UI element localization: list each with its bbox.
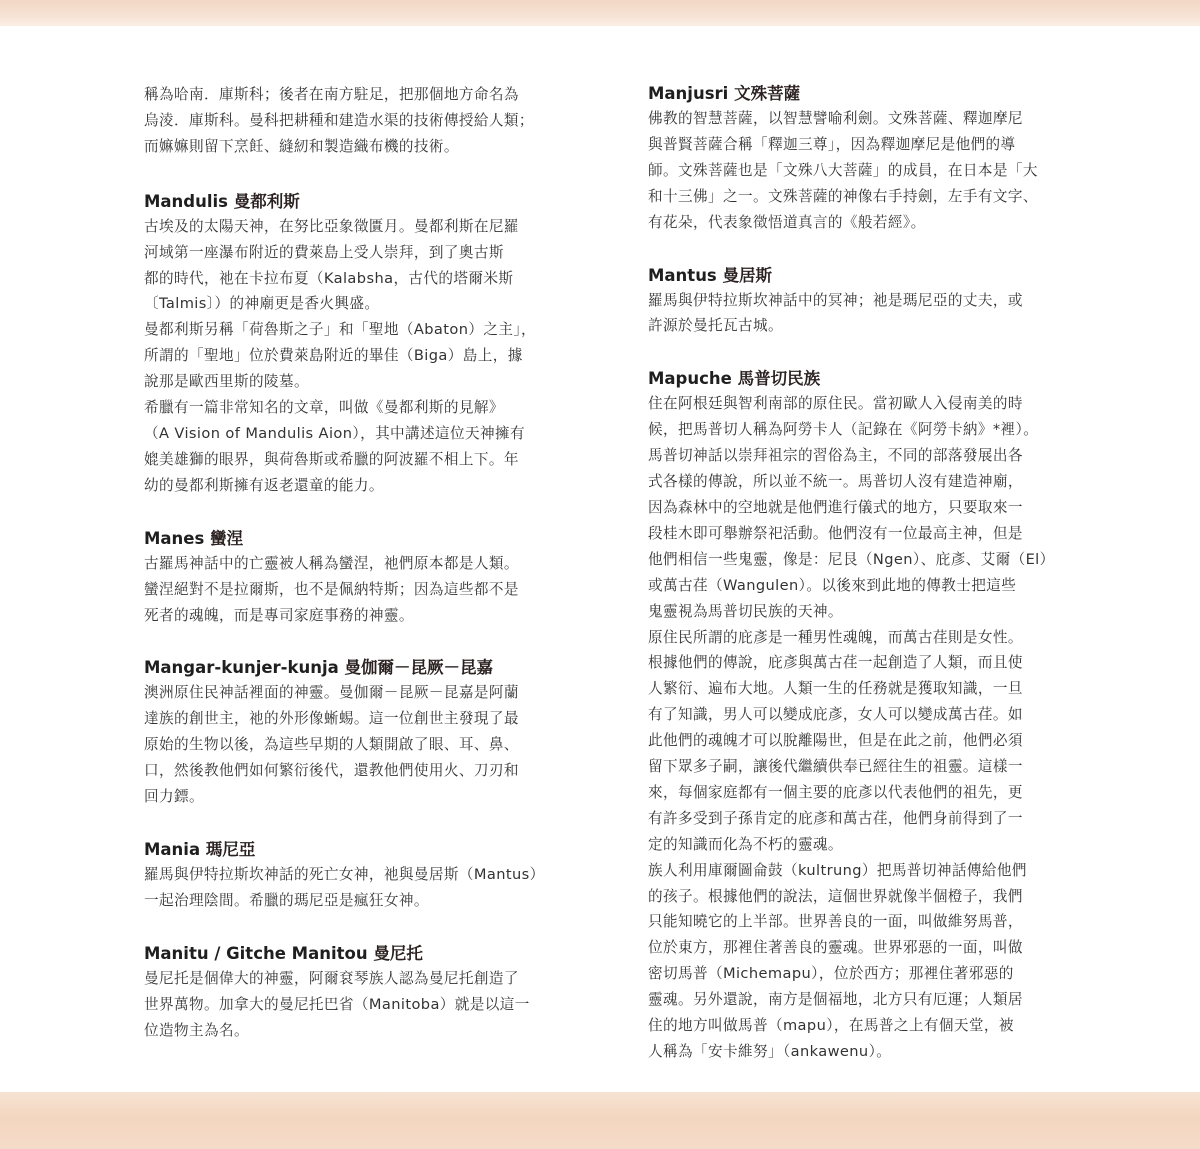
- text-line: 幼的曼都利斯擁有返老還童的能力。: [144, 476, 384, 494]
- text-line: 佛教的智慧菩薩，以智慧譬喻利劍。文殊菩薩、釋迦摩尼: [648, 110, 1023, 127]
- text-line: 馬普切神話以崇拜祖宗的習俗為主，不同的部落發展出各: [648, 447, 1023, 465]
- text-line: 因為森林中的空地就是他們進行儀式的地方，只要取來一: [648, 498, 1023, 516]
- text-line: 留下眾多子嗣，讓後代繼續供奉已經往生的祖靈。這樣一: [648, 758, 1023, 776]
- text-line: （A Vision of Mandulis Aion），其中講述這位天神擁有: [144, 424, 526, 442]
- text-line: 所謂的「聖地」位於費萊島附近的畢佳（Biga）島上，據: [144, 347, 523, 365]
- title-cn: 曼尼托: [373, 943, 423, 963]
- text-line: 師。文殊菩薩也是「文殊八大菩薩」的成員，在日本是「大: [648, 161, 1038, 179]
- text-line: 河域第一座瀑布附近的費萊島上受人崇拜，到了奧古斯: [144, 243, 504, 261]
- text-line: 原始的生物以後，為這些早期的人類開啟了眼、耳、鼻、: [144, 736, 519, 754]
- title-en: Mania: [144, 839, 201, 859]
- left-column: [144, 82, 606, 1043]
- entry-mandulis: [144, 190, 606, 499]
- text-line: 希臘有一篇非常知名的文章，叫做《曼都利斯的見解》: [144, 399, 504, 417]
- text-line: 都的時代，祂在卡拉布夏（Kalabsha，古代的塔爾米斯: [144, 269, 514, 287]
- text-line: 羅馬與伊特拉斯坎神話中的冥神；祂是瑪尼亞的丈夫，或: [648, 291, 1023, 309]
- entry-mapuche: [648, 367, 1110, 1065]
- page-top-edge: [0, 0, 1200, 26]
- entry-mantus: [648, 264, 1110, 340]
- entry-title: [648, 264, 1110, 288]
- text-line: 住的地方叫做馬普（mapu），在馬普之上有個天堂，被: [648, 1017, 1014, 1035]
- text-line: 族人利用庫爾圖侖鼓（kultrung）把馬普切神話傳給他們: [648, 861, 1027, 879]
- text-line: 曼尼托是個偉大的神靈，阿爾袞琴族人認為曼尼托創造了: [144, 969, 519, 987]
- text-line: 來，每個家庭都有一個主要的庇彥以代表他們的祖先，更: [648, 783, 1023, 801]
- entry-manitu: [144, 942, 606, 1044]
- text-line: 世界萬物。加拿大的曼尼托巴省（Manitoba）就是以這一: [144, 995, 530, 1013]
- title-en: Mandulis: [144, 191, 228, 211]
- entry-title: [648, 82, 1110, 106]
- text-line: 烏淩．庫斯科。曼科把耕種和建造水渠的技術傳授給人類；: [144, 111, 534, 129]
- text-line: 曼都利斯另稱「荷魯斯之子」和「聖地（Abaton）之主」，: [144, 321, 537, 339]
- text-line: 有許多受到子孫肯定的庇彥和萬古荏，他們身前得到了一: [648, 809, 1023, 827]
- entry-manjusri: [648, 82, 1110, 236]
- text-line: 位造物主為名。: [144, 1021, 249, 1039]
- title-cn: 文殊菩薩: [734, 84, 801, 103]
- text-line: 達族的創世主，祂的外形像蜥蜴。這一位創世主發現了最: [144, 710, 519, 728]
- text-line: 與普賢菩薩合稱「釋迦三尊」，因為釋迦摩尼是他們的導: [648, 135, 1016, 153]
- text-line: 候，把馬普切人稱為阿勞卡人（記錄在《阿勞卡納》*裡）。: [648, 421, 1039, 439]
- text-line: 只能知曉它的上半部。世界善良的一面，叫做維努馬普，: [648, 913, 1023, 931]
- title-en: Mangar-kunjer-kunja: [144, 658, 339, 678]
- title-cn: 蠻涅: [210, 528, 244, 548]
- text-line: 的孩子。根據他們的說法，這個世界就像半個橙子，我們: [648, 887, 1023, 905]
- title-cn: 曼伽爾－昆厥－昆嘉: [344, 658, 494, 678]
- text-line: 一起治理陰間。希臘的瑪尼亞是瘋狂女神。: [144, 891, 429, 909]
- text-line: 媲美雄獅的眼界，與荷魯斯或希臘的阿波羅不相上下。年: [144, 450, 519, 468]
- text-line: 人繁衍、遍布大地。人類一生的任務就是獲取知識，一旦: [648, 680, 1023, 698]
- text-line: 回力鏢。: [144, 788, 204, 806]
- text-line: 鬼靈視為馬普切民族的天神。: [648, 602, 843, 620]
- text-line: 古羅馬神話中的亡靈被人稱為蠻涅，祂們原本都是人類。: [144, 554, 519, 572]
- title-cn: 曼都利斯: [233, 191, 300, 211]
- intro-paragraph: [144, 82, 606, 160]
- text-line: 有花朵，代表象徵悟道真言的《般若經》。: [648, 213, 926, 231]
- title-en: Manitu / Gitche Manitou: [144, 943, 368, 963]
- text-line: 古埃及的太陽天神，在努比亞象徵匱月。曼都利斯在尼羅: [144, 217, 519, 235]
- text-line: 稱為哈南．庫斯科；後者在南方駐足，把那個地方命名為: [144, 86, 519, 103]
- entry-title: [144, 838, 606, 862]
- text-line: 原住民所謂的庇彥是一種男性魂魄，而萬古荏則是女性。: [648, 628, 1023, 646]
- title-en: Manes: [144, 528, 205, 548]
- entry-manes: [144, 527, 606, 629]
- title-en: Manjusri: [648, 84, 729, 103]
- text-line: 定的知識而化為不朽的靈魂。: [648, 835, 843, 853]
- text-line: 位於東方，那裡住著善良的靈魂。世界邪惡的一面，叫做: [648, 939, 1023, 957]
- text-line: 段桂木即可舉辦祭祀活動。他們沒有一位最高主神，但是: [648, 524, 1023, 542]
- text-line: 許源於曼托瓦古城。: [648, 317, 783, 335]
- text-line: 住在阿根廷與智利南部的原住民。當初歐人入侵南美的時: [648, 395, 1023, 413]
- entry-title: [144, 527, 606, 551]
- entry-title: [144, 190, 606, 214]
- entry-title: [144, 942, 606, 966]
- text-line: 他們相信一些鬼靈，像是：尼艮（Ngen）、庇彥、艾爾（El）: [648, 550, 1055, 568]
- text-line: 此他們的魂魄才可以脫離陽世，但是在此之前，他們必須: [648, 732, 1023, 750]
- entry-title: [144, 656, 606, 680]
- title-en: Mantus: [648, 265, 717, 285]
- text-line: 靈魂。另外還說，南方是個福地，北方只有厄運；人類居: [648, 991, 1023, 1009]
- text-line: 人稱為「安卡維努」（ankawenu）。: [648, 1043, 892, 1060]
- entry-title: [648, 367, 1110, 391]
- text-line: 口，然後教他們如何繁衍後代，還教他們使用火、刀刃和: [144, 762, 519, 780]
- text-line: 死者的魂魄，而是專司家庭事務的神靈。: [144, 606, 414, 624]
- text-line: 和十三佛」之一。文殊菩薩的神像右手持劍，左手有文字、: [648, 187, 1038, 205]
- text-line: 根據他們的傳說，庇彥與萬古荏一起創造了人類，而且使: [648, 654, 1023, 672]
- text-line: 蠻涅絕對不是拉爾斯，也不是佩納特斯；因為這些都不是: [144, 580, 519, 598]
- text-line: 說那是歐西里斯的陵墓。: [144, 373, 309, 391]
- entry-mangar-kunjer-kunja: [144, 656, 606, 810]
- text-line: 澳洲原住民神話裡面的神靈。曼伽爾－昆厥－昆嘉是阿蘭: [144, 684, 519, 702]
- text-line: 式各樣的傳說，所以並不統一。馬普切人沒有建造神廟，: [648, 473, 1023, 491]
- text-line: 〔Talmis〕）的神廟更是香火興盛。: [144, 295, 380, 313]
- text-line: 羅馬與伊特拉斯坎神話的死亡女神，祂與曼居斯（Mantus）: [144, 865, 545, 883]
- title-cn: 曼居斯: [722, 265, 773, 285]
- right-column: [648, 82, 1110, 1065]
- page-bottom-edge: [0, 1092, 1200, 1149]
- title-cn: 馬普切民族: [737, 369, 821, 389]
- text-line: 有了知識，男人可以變成庇彥，女人可以變成萬古荏。如: [648, 706, 1023, 724]
- title-cn: 瑪尼亞: [205, 839, 256, 859]
- title-en: Mapuche: [648, 369, 732, 389]
- text-line: 或萬古荏（Wangulen）。以後來到此地的傳教士把這些: [648, 576, 1017, 594]
- text-line: 密切馬普（Michemapu），位於西方；那裡住著邪惡的: [648, 965, 1014, 983]
- text-line: 而嫲嫲則留下烹飪、縫紉和製造織布機的技術。: [144, 137, 459, 155]
- entry-mania: [144, 838, 606, 914]
